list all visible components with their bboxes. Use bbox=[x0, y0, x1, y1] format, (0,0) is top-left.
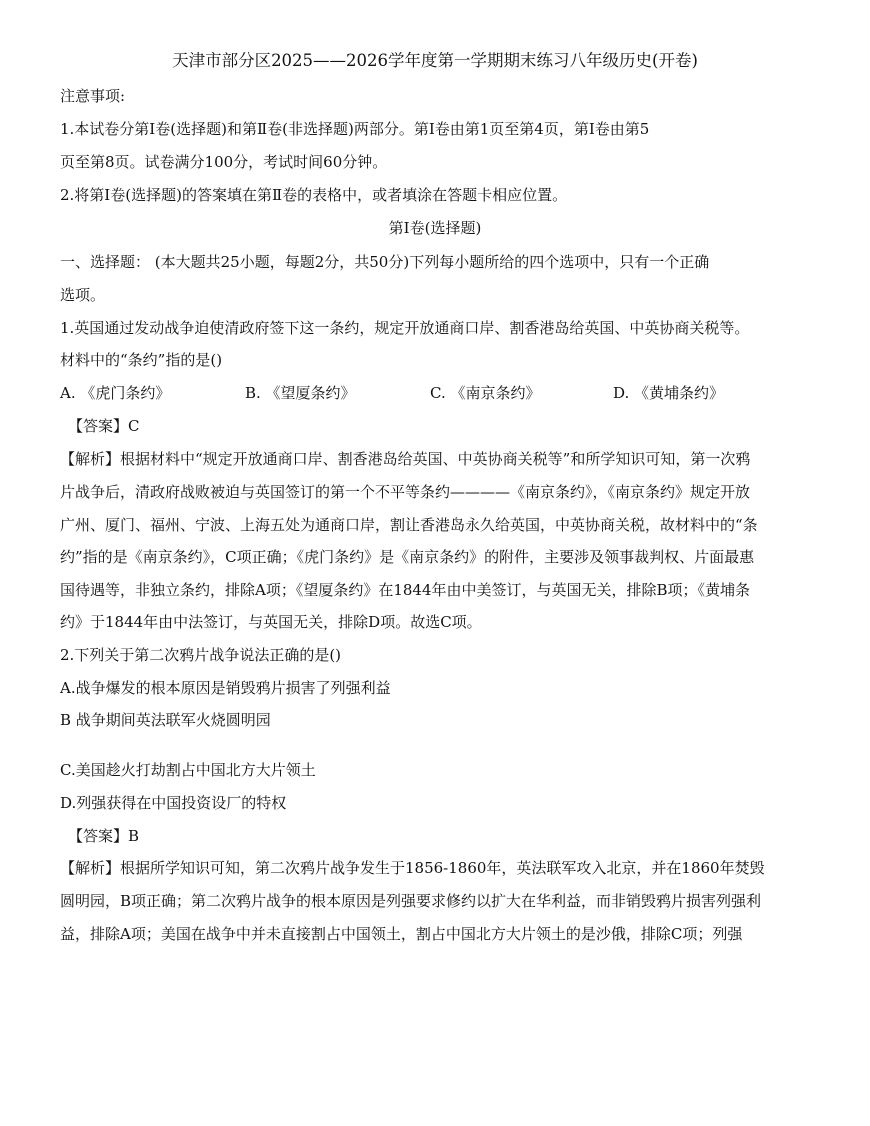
q1-option-a: A. 《虎门条约》 bbox=[60, 384, 171, 402]
section-title: 第Ⅰ卷(选择题) bbox=[388, 219, 482, 237]
q1-answer: 【答案】C bbox=[68, 417, 140, 435]
q2-analysis-line-1: 【解析】根据所学知识可知，第二次鸦片战争发生于1856-1860年，英法联军攻入北京，并在1860年焚毁 bbox=[60, 859, 765, 877]
q2-analysis-line-2: 圆明园，B项正确；第二次鸦片战争的根本原因是列强要求修约以扩大在华利益，而非销毁鸦片损害列强利 bbox=[60, 892, 762, 910]
q1-analysis-line-4: 约”指的是《南京条约》，C项正确；《虎门条约》是《南京条约》的附件，主要涉及领事裁判权、片面最惠 bbox=[60, 548, 755, 566]
q1-analysis-line-3: 广州、厦门、福州、宁波、上海五处为通商口岸，割让香港岛永久给英国，中英协商关税，故材料中的“条 bbox=[60, 516, 758, 534]
q1-option-d: D. 《黄埔条约》 bbox=[613, 384, 725, 402]
exam-title: 天津市部分区2025——2026学年度第一学期期末练习八年级历史(开卷) bbox=[172, 51, 698, 70]
q1-option-c: C. 《南京条约》 bbox=[430, 384, 541, 402]
notice-item-1-line-1: 1.本试卷分第Ⅰ卷(选择题)和第Ⅱ卷(非选择题)两部分。第Ⅰ卷由第1页至第4页，第Ⅰ卷由第5 bbox=[60, 120, 650, 138]
q1-option-b: B. 《望厦条约》 bbox=[245, 384, 356, 402]
q1-analysis-line-5: 国待遇等，非独立条约，排除A项；《望厦条约》在1844年由中美签订，与英国无关，排除B项；《黄埔条 bbox=[60, 581, 751, 599]
q2-option-d: D.列强获得在中国投资设厂的特权 bbox=[60, 794, 287, 812]
q1-analysis-line-2: 片战争后，清政府战败被迫与英国签订的第一个不平等条约————《南京条约》，《南京条约》规定开放 bbox=[60, 483, 751, 501]
q1-stem-line-1: 1.英国通过发动战争迫使清政府签下这一条约，规定开放通商口岸、割香港岛给英国、中英协商关税等。 bbox=[60, 319, 750, 337]
q2-analysis-line-3: 益，排除A项；美国在战争中并未直接割占中国领土，割占中国北方大片领土的是沙俄，排除C项；列强 bbox=[60, 925, 743, 943]
q2-option-b: B 战争期间英法联军火烧圆明园 bbox=[60, 711, 271, 729]
notice-item-1-line-2: 页至第8页。试卷满分100分，考试时间60分钟。 bbox=[60, 153, 388, 171]
notice-item-2: 2.将第Ⅰ卷(选择题)的答案填在第Ⅱ卷的表格中，或者填涂在答题卡相应位置。 bbox=[60, 186, 568, 204]
q1-analysis-line-6: 约》于1844年由中法签订，与英国无关，排除D项。故选C项。 bbox=[60, 613, 482, 631]
q2-option-a: A.战争爆发的根本原因是销毁鸦片损害了列强利益 bbox=[60, 679, 391, 697]
q2-stem: 2.下列关于第二次鸦片战争说法正确的是() bbox=[60, 646, 342, 664]
q1-analysis-line-1: 【解析】根据材料中“规定开放通商口岸、割香港岛给英国、中英协商关税等”和所学知识可知，第一次鸦 bbox=[60, 450, 751, 468]
q2-answer: 【答案】B bbox=[68, 827, 140, 845]
notice-heading: 注意事项: bbox=[60, 87, 126, 105]
q1-stem-line-2: 材料中的“条约”指的是() bbox=[60, 351, 223, 369]
section-intro-line-2: 选项。 bbox=[60, 286, 106, 304]
section-intro-line-1: 一、选择题： (本大题共25小题，每题2分，共50分)下列每小题所给的四个选项中，只有一个正确 bbox=[60, 253, 710, 271]
q2-option-c: C.美国趁火打劫割占中国北方大片领土 bbox=[60, 761, 316, 779]
